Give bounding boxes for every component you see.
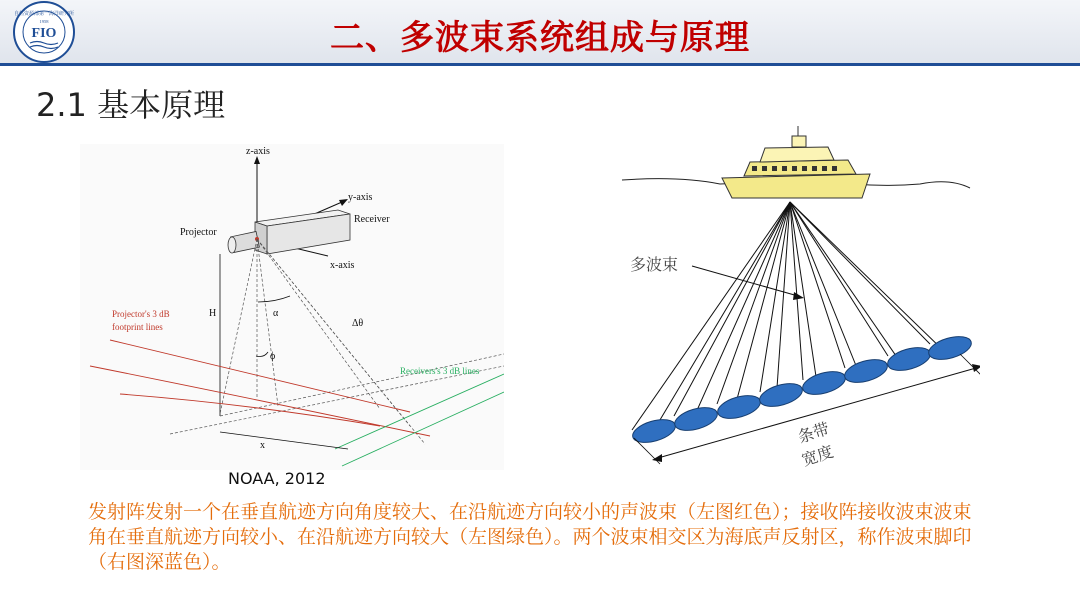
ship-icon [722, 126, 870, 198]
y-axis-label: y-axis [348, 192, 373, 203]
h-label: H [209, 308, 217, 319]
swath-label-1: 条带 [795, 420, 832, 447]
logo-abbr: FIO [31, 26, 57, 41]
logo-top-text: 自然资源部第一海洋研究所 [13, 12, 75, 17]
x-label: x [260, 440, 265, 451]
explanation-paragraph: 发射阵发射一个在垂直航迹方向角度较大、在沿航迹方向较小的声波束（左图红色）；接收阵接收波束波束角在垂直航迹方向较小、在沿航迹方向较大（左图绿色）。两个波束相交区为海底声反射区，称作波束脚印（右图深蓝色）。 [88, 501, 972, 573]
multibeam-geometry-diagram [80, 144, 504, 470]
receiver-lines-label: Receivers's 3 dB lines [400, 366, 480, 376]
swath-label-2: 宽度 [799, 443, 836, 470]
multibeam-fan-diagram [620, 118, 980, 478]
projector-lines-label-2: footprint lines [112, 322, 163, 332]
projector-label: Projector [180, 227, 217, 238]
beam-label: 多波束 [630, 257, 679, 274]
figure-caption: NOAA, 2012 [228, 469, 326, 488]
projector-lines-label-1: Projector's 3 dB [112, 309, 170, 319]
alpha-label: α [273, 308, 279, 319]
x-axis-label: x-axis [330, 260, 355, 271]
page-title: 二、多波束系统组成与原理 [330, 18, 750, 58]
delta-theta-label: Δθ [352, 318, 364, 329]
section-title: 2.1 基本原理 [36, 86, 226, 124]
header-rule [0, 63, 1080, 66]
receiver-label: Receiver [354, 214, 390, 225]
logo-year: 1958 [39, 19, 49, 24]
phi-label: ϕ [270, 351, 276, 362]
z-axis-label: z-axis [246, 146, 270, 157]
